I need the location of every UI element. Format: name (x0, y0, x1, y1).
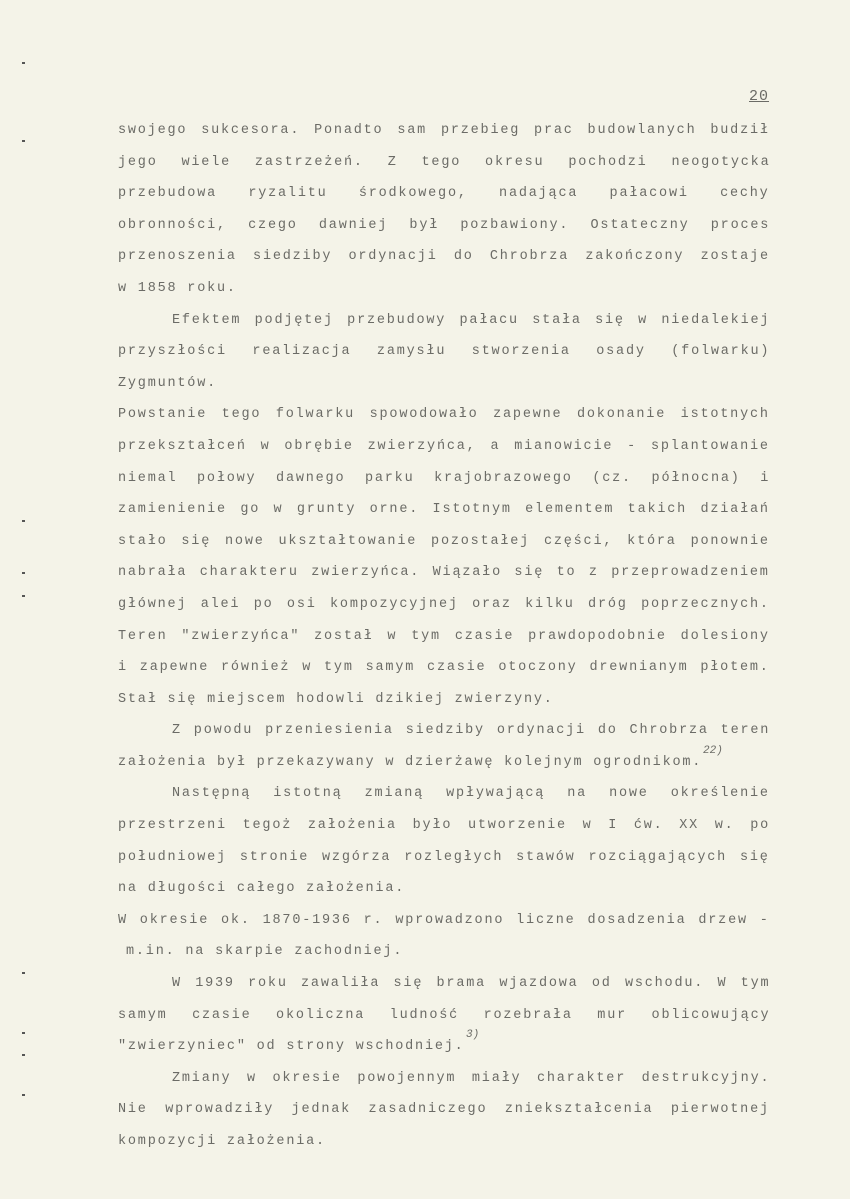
text-line-content: W 1939 roku zawaliła się brama wjazdowa od wschodu. W tym (172, 976, 771, 992)
footnote-reference: 3) (466, 1029, 480, 1042)
margin-mark (22, 1032, 25, 1034)
text-line (118, 846, 770, 878)
text-line-content: "zwierzyniec" od strony wschodniej. (118, 1039, 465, 1055)
text-line (118, 1029, 770, 1067)
text-line (118, 656, 770, 688)
text-line-content: głównej alei po osi kompozycyjnej oraz kilku dróg poprzecznych. (118, 596, 770, 612)
text-line (118, 1004, 770, 1036)
text-line (118, 940, 770, 972)
text-line-content: nabrała charakteru zwierzyńca. Wiązało się to z przeprowadzeniem (118, 565, 770, 581)
text-line (118, 309, 770, 341)
text-line-content: Z powodu przeniesienia siedziby ordynacji do Chrobrza teren (172, 723, 771, 739)
text-line-content: Następną istotną zmianą wpływającą na nowe określenie (172, 786, 770, 802)
margin-mark (22, 140, 25, 142)
text-line (118, 744, 770, 783)
text-line (118, 214, 770, 246)
text-line (118, 277, 770, 309)
margin-mark (22, 62, 25, 64)
text-line-content: przebudowa ryzalitu środkowego, nadająca pałacowi cechy (118, 186, 770, 202)
text-line (118, 719, 770, 751)
text-line (118, 467, 770, 499)
text-line (118, 1130, 770, 1162)
text-line-content: przestrzeni tegoż założenia było utworzenie w I ćw. XX w. po (118, 818, 771, 834)
body-text (118, 119, 770, 1162)
text-line (118, 1067, 770, 1099)
text-line (118, 688, 770, 720)
text-line-content: W okresie ok. 1870-1936 r. wprowadzono liczne dosadzenia drzew - (118, 912, 770, 928)
text-line (118, 498, 770, 530)
text-line-content: przekształceń w obrębie zwierzyńca, a mianowicie - splantowanie (118, 438, 770, 454)
margin-mark (22, 1054, 25, 1056)
text-line-content: południowej stronie wzgórza rozległych stawów rozciągających się (118, 849, 770, 865)
text-line (118, 119, 770, 151)
text-line-content: niemal połowy dawnego parku krajobrazowego (cz. północna) i (118, 470, 771, 486)
text-line (118, 340, 770, 372)
margin-mark (22, 595, 25, 597)
margin-mark (22, 1094, 25, 1096)
text-line-content: założenia był przekazywany w dzierżawę kolejnym ogrodnikom. (118, 754, 703, 770)
text-line-content: samym czasie okoliczna ludność rozebrała mur oblicowujący (118, 1007, 771, 1023)
text-line-content: zamienienie go w grunty orne. Istotnym elementem takich działań (118, 502, 770, 518)
text-line-content: i zapewne również w tym samym czasie otoczony drewnianym płotem. (118, 660, 770, 676)
text-line-content: Zygmuntów. (118, 375, 218, 391)
text-line (118, 877, 770, 909)
text-line (118, 435, 770, 467)
margin-mark (22, 972, 25, 974)
text-line (118, 972, 770, 1004)
text-line-content: Stał się miejscem hodowli dzikiej zwierzyny. (118, 691, 554, 707)
text-line-content: jego wiele zastrzeżeń. Z tego okresu pochodzi neogotycka (118, 154, 771, 170)
margin-mark (22, 572, 25, 574)
text-line-content: przenoszenia siedziby ordynacji do Chrobrza zakończony zostaje (118, 249, 770, 265)
text-line (118, 593, 770, 625)
text-line (118, 182, 770, 214)
text-line (118, 403, 770, 435)
text-line-content: przyszłości realizacja zamysłu stworzenia osady (folwarku) (118, 344, 771, 360)
text-line (118, 909, 770, 941)
text-line-content: stało się nowe ukształtowanie pozostałej części, która ponownie (118, 533, 770, 549)
text-line-content: Efektem podjętej przebudowy pałacu stała się w niedalekiej (172, 312, 771, 328)
text-line (118, 151, 770, 183)
text-line (118, 561, 770, 593)
text-line-content: Powstanie tego folwarku spowodowało zapewne dokonanie istotnych (118, 407, 770, 423)
text-line-content: kompozycji założenia. (118, 1134, 326, 1149)
page-number: 20 (749, 88, 770, 105)
text-line (118, 245, 770, 277)
text-line-content: swojego sukcesora. Ponadto sam przebieg prac budowlanych budził (118, 123, 770, 138)
text-line (118, 372, 770, 404)
text-line (118, 530, 770, 562)
text-line (118, 1098, 770, 1130)
text-line-content: Nie wprowadziły jednak zasadniczego zniekształcenia pierwotnej (118, 1102, 770, 1118)
text-line-content: w 1858 roku. (118, 280, 237, 296)
text-line (118, 814, 770, 846)
text-line (118, 782, 770, 814)
text-line-content: na długości całego założenia. (118, 881, 406, 897)
text-line-content: obronności, czego dawniej był pozbawiony. Ostateczny proces (118, 217, 771, 233)
text-line-content: m.in. na skarpie zachodniej. (126, 944, 404, 960)
text-line-content: Teren "zwierzyńca" został w tym czasie prawdopodobnie dolesiony (118, 628, 770, 644)
margin-mark (22, 520, 25, 522)
text-line-content: Zmiany w okresie powojennym miały charakter destrukcyjny. (172, 1070, 771, 1086)
text-line (118, 625, 770, 657)
footnote-reference: 22) (703, 744, 723, 757)
